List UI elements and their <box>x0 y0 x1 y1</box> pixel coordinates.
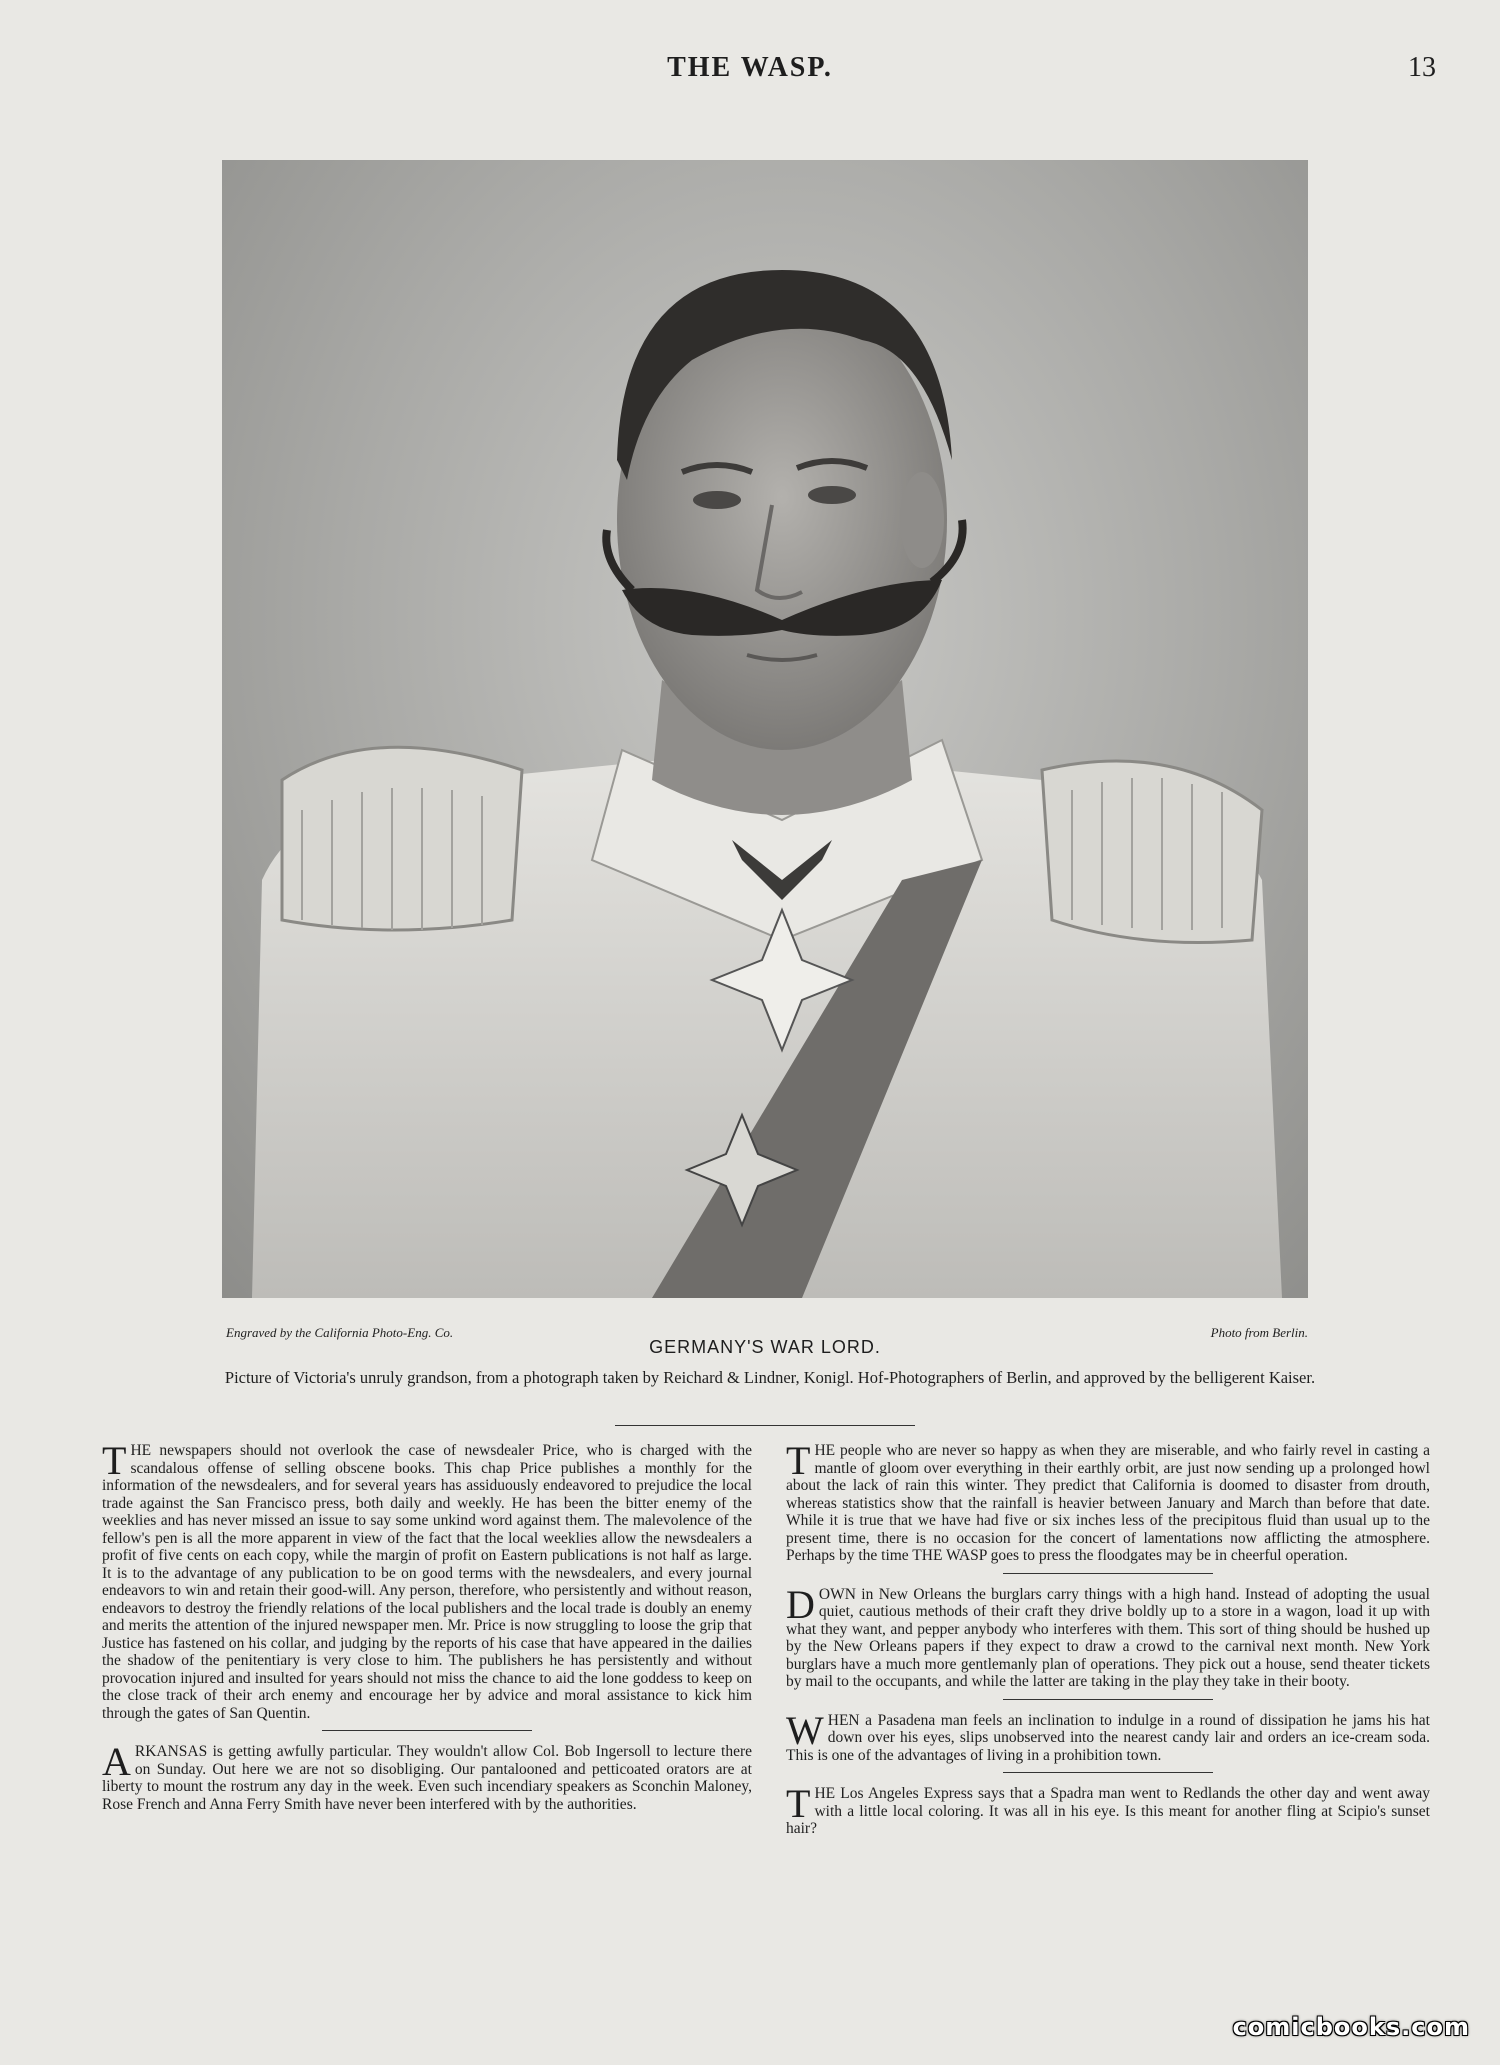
article-arkansas: ARKANSAS is getting awfully particular. They wouldn't allow Col. Bob Ingersoll to lecture there on Sunday. Out here we are not so disobliging. Our pantalooned and petticoated orators are at liberty to mount the rostrum any day in the week. Even such incendiary speakers as Sconchin Maloney, Rose French and Anna Ferry Smith have never been interfered with by the authorities. <box>102 1739 752 1813</box>
masthead: THE WASP. <box>667 52 833 83</box>
caption-divider <box>615 1425 915 1426</box>
article-newsdealer-price: THE newspapers should not overlook the case of newsdealer Price, who is charged with the scandalous offense of selling obscene books. This chap Price publishes a monthly for the information of the newsdealers, and for several years has assiduously endeavored to prejudice the local trade against the San Francisco press, both daily and weekly. He has been the bitter enemy of the weeklies and has never missed an issue to say some unkind word against them. The malevolence of the fellow's pen is all the more apparent in view of the fact that the local weeklies allow the newsdealers a profit of five cents on each copy, while the margin of profit on Eastern publications is not half as large. It is to the advantage of any publication to be on good terms with the newsdealers, and every journal endeavors to win and retain their good-will. Any person, therefore, who persistently and without reason, endeavors to destroy the friendly relations of the local publishers and the local trade is doubly an enemy and merits the attention of the injured newspaper men. Mr. Price is now struggling to loose the grip that Justice has fastened on his collar, and judging by the reports of his case that have appeared in the dailies the shadow of the penitentiary is very close to him. The publishers he has persistently and without provocation injured and insulted for years should not miss the chance to aid the lone goddess to keep on the close track of their arch enemy and encourage her by advice and moral assistance to kick him through the gates of San Quentin. <box>102 1438 752 1722</box>
article-divider <box>1003 1573 1213 1574</box>
page-number: 13 <box>1408 52 1436 83</box>
article-los-angeles-express: THE Los Angeles Express says that a Spadra man went to Redlands the other day and went away with a little local coloring. It was all in his eye. Is this meant for another fling at Scipio's sunset hair? <box>786 1781 1430 1837</box>
article-divider <box>1003 1772 1213 1773</box>
portrait-photograph <box>222 160 1308 1298</box>
site-watermark: comicbooks.com <box>1232 2013 1470 2041</box>
article-divider <box>322 1730 532 1731</box>
figure-caption: Picture of Victoria's unruly grandson, from a photograph taken by Reichard & Lindner, Konigl. Hof-Photographers of Berlin, and approved by the belligerent Kaiser. <box>224 1368 1316 1387</box>
left-column <box>102 1438 752 1813</box>
engraver-credit: Engraved by the California Photo-Eng. Co. <box>226 1325 454 1340</box>
article-rain-pessimists: THE people who are never so happy as when they are miserable, and who fairly revel in casting a mantle of gloom over everything in their earthly orbit, are just now sending up a prolonged howl about the lack of rain this winter. They predict that California is doomed to disaster from drouth, whereas statistics show that the rainfall is heavier between January and March than before that date. While it is true that we have had five or six inches less of the precipitous fluid than usual up to the present time, there is no occasion for the concert of lamentations now afflicting the atmosphere. Perhaps by the time THE WASP goes to press the floodgates may be in cheerful operation. <box>786 1438 1430 1564</box>
article-pasadena: WHEN a Pasadena man feels an inclination to indulge in a round of dissipation he jams his hat down over his eyes, slips unobserved into the nearest candy lair and orders an ice-cream soda. This is one of the advantages of living in a prohibition town. <box>786 1707 1430 1764</box>
article-divider <box>1003 1699 1213 1700</box>
photo-credit: Photo from Berlin. <box>1210 1325 1308 1340</box>
right-column <box>786 1438 1430 1838</box>
figure-title: GERMANY'S WAR LORD. <box>649 1337 881 1357</box>
article-new-orleans-burglars: DOWN in New Orleans the burglars carry things with a high hand. Instead of adopting the usual quiet, cautious methods of their craft they drive boldly up to a store in a wagon, load it up with what they want, and pepper anybody who interferes with them. This sort of thing should be hushed up by the New Orleans papers if they expect to draw a crowd to the carnival next month. New York burglars have a much more gentlemanly plan of operations. They pick out a house, send theater tickets by mail to the occupants, and while the latter are taking in the play they take in their booty. <box>786 1581 1430 1690</box>
